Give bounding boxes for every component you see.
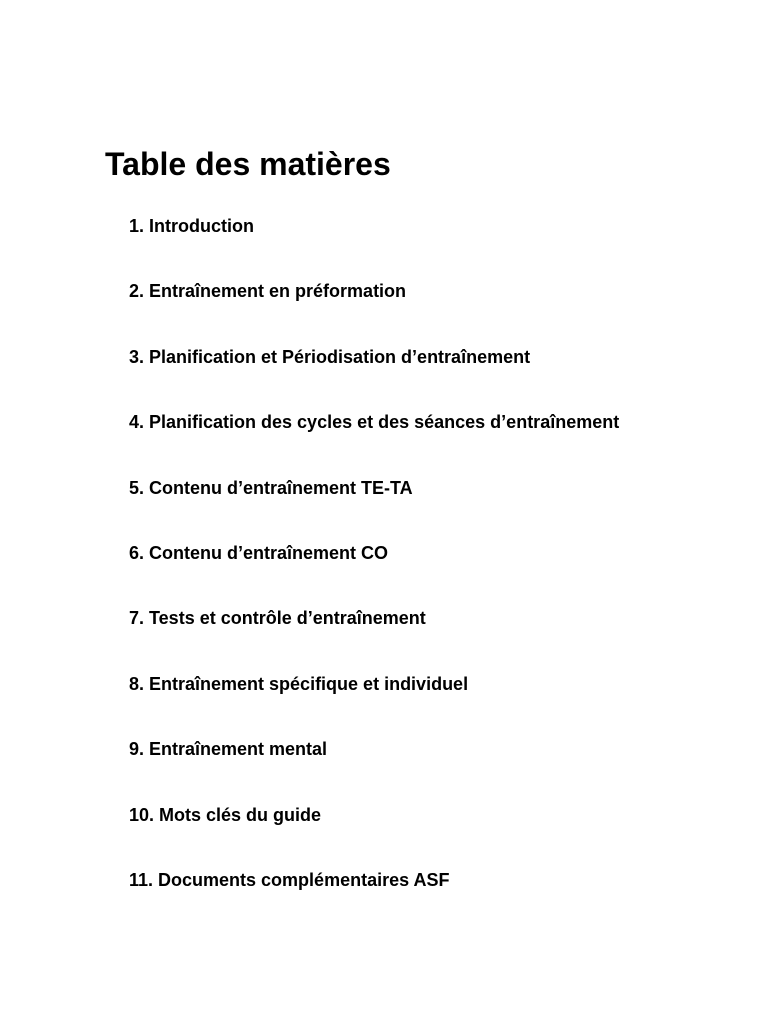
toc-item-mots-cles: 10. Mots clés du guide (129, 804, 322, 825)
toc-item-entrainement-specifique: 8. Entraînement spécifique et individuel (129, 673, 469, 694)
toc-item-planification-cycles: 4. Planification des cycles et des séances d’entraînement (129, 412, 620, 433)
toc-title: Table des matières (105, 146, 391, 182)
toc-list (129, 213, 619, 932)
toc-item-preformation: 2. Entraînement en préformation (129, 281, 407, 302)
toc-item-entrainement-mental: 9. Entraînement mental (129, 739, 328, 760)
toc-item-contenu-te-ta: 5. Contenu d’entraînement TE-TA (129, 477, 413, 498)
toc-item-tests-controle: 7. Tests et contrôle d’entraînement (129, 608, 426, 629)
toc-item-documents-complementaires: 11. Documents complémentaires ASF (129, 869, 450, 890)
toc-item-introduction: 1. Introduction (129, 216, 254, 236)
toc-item-planification-periodisation: 3. Planification et Périodisation d’entraînement (129, 346, 531, 367)
toc-item-contenu-co: 6. Contenu d’entraînement CO (129, 542, 389, 563)
